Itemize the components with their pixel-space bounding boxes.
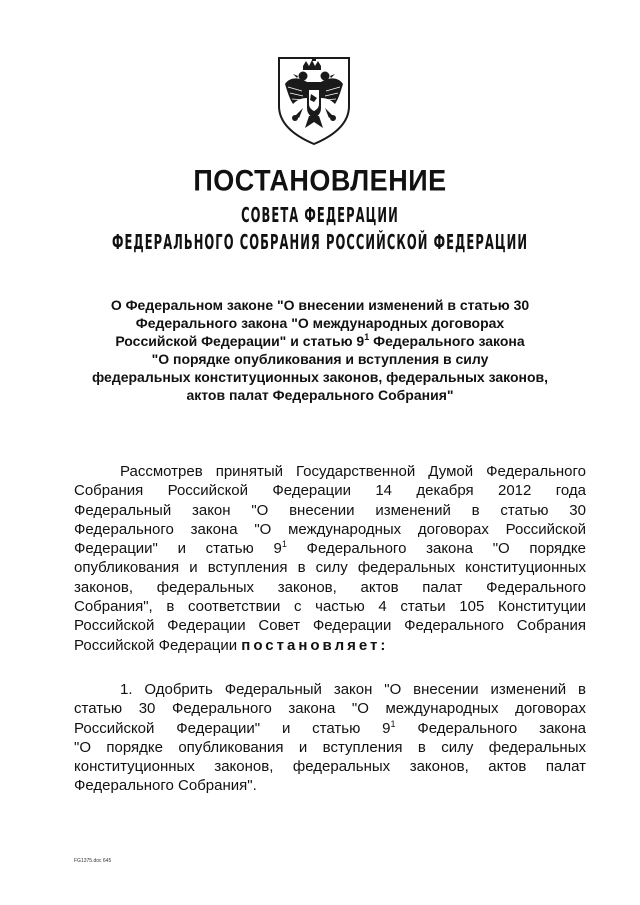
paragraph-line: законов, федеральных законов, актов палат Федерального: [74, 578, 586, 596]
paragraph-line: [74, 539, 586, 558]
paragraph-line: [74, 719, 586, 738]
paragraph-line: опубликования и вступления в силу федеральных конституционных: [74, 559, 586, 577]
clause-1-paragraph: [74, 680, 586, 796]
paragraph-line: Собрания", в соответствии с частью 4 статьи 105 Конституции: [74, 598, 586, 616]
paragraph-line: Рассмотрев принятый Государственной Думой Федерального: [120, 463, 586, 480]
paragraph-line: Собрания Российской Федерации 14 декабря 2012 года: [74, 482, 586, 500]
paragraph-line: Российской Федерации Совет Федерации Федерального Собрания: [74, 617, 586, 635]
paragraph-line: Федерального закона "О международных договорах Российской: [74, 520, 586, 538]
subject-line: [60, 332, 580, 350]
issuer-line-2: ФЕДЕРАЛЬНОГО СОБРАНИЯ РОССИЙСКОЙ ФЕДЕРАЦИИ: [111, 230, 529, 254]
file-reference: FG1375.doc 645: [74, 858, 112, 864]
subject-line: О Федеральном законе "О внесении изменений в статью 30: [110, 297, 530, 313]
paragraph-line: [74, 636, 586, 655]
document-title: ПОСТАНОВЛЕНИЕ: [193, 164, 447, 198]
superscript-index: 1: [390, 718, 396, 729]
paragraph-line-part: Российской Федерации" и статью 9: [74, 719, 391, 737]
preamble-paragraph: [74, 462, 586, 655]
issuer-line-1: СОВЕТА ФЕДЕРАЦИИ: [241, 203, 399, 227]
subject-line: Федерального закона "О международных договорах: [135, 315, 505, 331]
subject-line: "О порядке опубликования и вступления в силу: [151, 351, 489, 367]
paragraph-line: Федерального Собрания".: [74, 777, 257, 795]
paragraph-line: конституционных законов, федеральных законов, актов палат: [74, 758, 586, 776]
paragraph-line-part: Федерации" и статью 9: [74, 540, 282, 558]
paragraph-line-part: Федерального закона: [395, 719, 586, 737]
subject-line-part: Федерального закона: [369, 333, 525, 349]
coat-of-arms-emblem-icon: [273, 54, 355, 146]
paragraph-line: "О порядке опубликования и вступления в силу федеральных: [74, 738, 586, 756]
superscript-index: 1: [364, 332, 370, 342]
paragraph-line-part: Федерального закона "О порядке: [286, 540, 586, 558]
paragraph-line-part: Российской Федерации: [74, 636, 242, 654]
paragraph-line: статью 30 Федерального закона "О международных договорах: [74, 700, 586, 718]
resolution-subject: [60, 296, 580, 404]
superscript-index: 1: [281, 539, 287, 550]
paragraph-line: Федеральный закон "О внесении изменений в статью 30: [74, 501, 586, 519]
subject-line-part: Российской Федерации" и статью 9: [115, 333, 365, 349]
subject-line: актов палат Федерального Собрания": [186, 387, 454, 403]
resolves-keyword: постановляет:: [241, 636, 389, 654]
paragraph-line: 1. Одобрить Федеральный закон "О внесении изменений в: [120, 681, 586, 698]
subject-line: федеральных конституционных законов, федеральных законов,: [91, 369, 549, 385]
